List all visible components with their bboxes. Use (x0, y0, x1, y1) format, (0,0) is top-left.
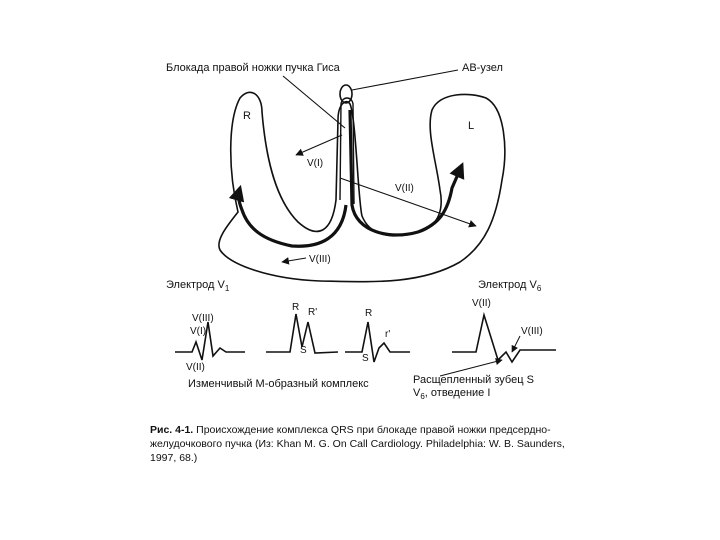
av-pointer (352, 70, 458, 90)
lead-caption (413, 387, 490, 401)
ecg-v1-wave-1 (175, 322, 245, 360)
av-node (340, 85, 352, 103)
block-label: Блокада правой ножки пучка Гиса (166, 62, 340, 74)
right-ventricle-label: R (243, 110, 251, 122)
electrode-v1-title (166, 279, 229, 293)
lead-caption-prefix: V (413, 387, 421, 399)
v1-wave1-v1-label: V(I) (190, 326, 207, 337)
v6-v3-pointer (512, 336, 520, 352)
lead-caption-sub: 6 (420, 392, 425, 402)
v1-wave3-r-label: R (365, 308, 373, 319)
v6-v2-label: V(II) (472, 298, 491, 309)
m-complex-caption: Изменчивый М-образный комплекс (188, 378, 369, 390)
heart-outline (219, 92, 505, 281)
right-bundle-path (239, 188, 346, 246)
electrode-v1-title-sub: 1 (224, 284, 230, 294)
v1-wave2-rprime-label: R' (308, 307, 318, 318)
vector-1-arrow (296, 135, 342, 155)
av-node-label: АВ-узел (462, 62, 503, 74)
block-pointer (283, 76, 345, 128)
electrode-v6-title-text: Электрод V (478, 279, 537, 291)
v1-wave3-rprime-label: r' (385, 329, 391, 340)
figure-caption-text: Происхождение комплекса QRS при блокаде правой ножки предсердно-желудочкового пучка (Из: Khan M. G. On Call Cardiology. Philadelphia: W. B. Saunders, 1997, 68.) (150, 424, 565, 464)
ecg-v1-wave-3 (345, 322, 410, 362)
split-s-caption: Расщепленный зубец S (413, 374, 534, 386)
left-ventricle-label: L (468, 120, 475, 132)
v1-wave1-v2-label: V(II) (186, 362, 205, 373)
v1-wave2-s-label: S (300, 345, 307, 356)
v6-v3-label: V(III) (521, 326, 543, 337)
v1-wave2-r-label: R (292, 302, 300, 313)
figure-caption (150, 423, 590, 465)
vector-2-label: V(II) (395, 183, 414, 194)
figure-caption-label: Рис. 4-1. (150, 424, 194, 436)
vector-3-arrow (282, 258, 306, 262)
vector-1-label: V(I) (307, 158, 324, 169)
v1-wave3-s-label: S (362, 353, 369, 364)
electrode-v6-title (478, 279, 541, 293)
vector-3-label: V(III) (309, 254, 331, 265)
lead-caption-suffix: , отведение I (424, 387, 491, 399)
left-bundle-path (350, 110, 462, 235)
ecg-v6-wave (452, 315, 556, 362)
electrode-v1-title-text: Электрод V (166, 279, 225, 291)
electrode-v6-title-sub: 6 (536, 284, 542, 294)
v1-wave1-v3-label: V(III) (192, 313, 214, 324)
